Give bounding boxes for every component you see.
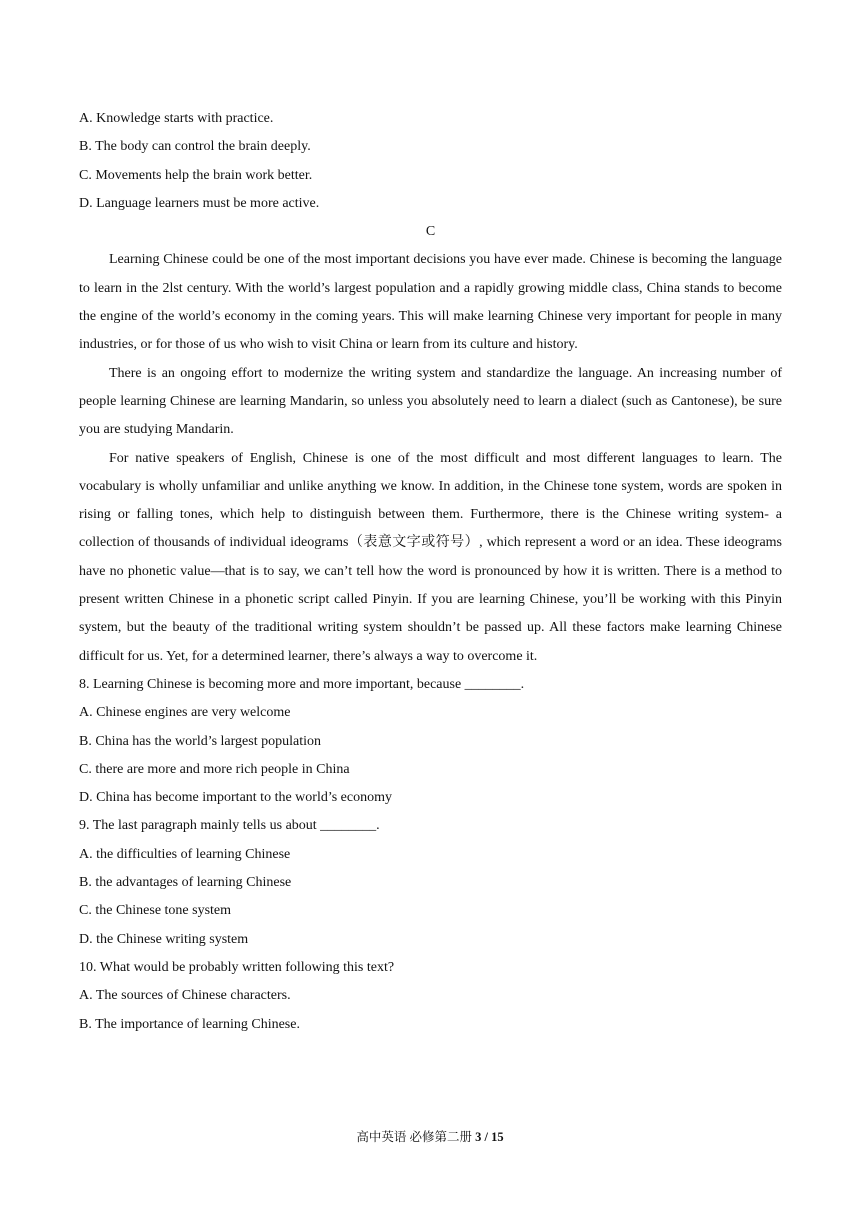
question-10-option-b: B. The importance of learning Chinese. (79, 1016, 300, 1032)
question-10-stem: 10. What would be probably written following this text? (79, 959, 395, 975)
footer-page-number: 3 / 15 (475, 1130, 504, 1144)
page-footer (0, 1127, 860, 1147)
footer-book-title: 高中英语 必修第二册 (356, 1130, 473, 1144)
question-9-option-d: D. the Chinese writing system (79, 931, 249, 947)
question-8-stem: 8. Learning Chinese is becoming more and more important, because ________. (79, 676, 525, 692)
prev-option-c: C. Movements help the brain work better. (79, 167, 313, 183)
question-9-option-c: C. the Chinese tone system (79, 903, 232, 919)
prev-option-b: B. The body can control the brain deeply. (79, 139, 311, 155)
question-8-option-d: D. China has become important to the world’s economy (79, 790, 392, 806)
document-page (79, 105, 782, 1039)
question-8-option-c: C. there are more and more rich people in China (79, 761, 350, 777)
passage-paragraph-1: Learning Chinese could be one of the most important decisions you have ever made. Chinese is becoming the language to learn in the 2lst century. With the world’s largest population and a rapidly growing middle class, China stands to become the engine of the world’s economy in the coming years. This will make learning Chinese very important for people in many industries, or for those of us who wish to visit China or learn from its culture and history. (79, 252, 782, 353)
question-8-option-b: B. China has the world’s largest population (79, 733, 321, 749)
passage-paragraph-3: For native speakers of English, Chinese is one of the most difficult and most different languages to learn. The vocabulary is wholly unfamiliar and unlike anything we know. In addition, in the Chinese tone system, words are spoken in rising or falling tones, which help to distinguish between them. Furthermore, there is the Chinese writing system- a collection of thousands of individual ideograms（表意文字或符号）, which represent a word or an idea. These ideograms have no phonetic value—that is to say, we can’t tell how the word is pronounced by how it is written. There is a method to present written Chinese in a phonetic script called Pinyin. If you are learning Chinese, you’ll be working with this Pinyin system, but the beauty of the traditional writing system shouldn’t be passed up. All these factors make learning Chinese difficult for us. Yet, for a determined learner, there’s always a way to overcome it. (79, 450, 782, 664)
prev-option-d: D. Language learners must be more active. (79, 195, 320, 211)
question-9-option-a: A. the difficulties of learning Chinese (79, 846, 291, 862)
question-8-option-a: A. Chinese engines are very welcome (79, 705, 291, 721)
passage-paragraph-2: There is an ongoing effort to modernize the writing system and standardize the language. An increasing number of people learning Chinese are learning Mandarin, so unless you absolutely need to learn a dialect (such as Cantonese), be sure you are studying Mandarin. (79, 365, 782, 438)
question-9-stem: 9. The last paragraph mainly tells us about ________. (79, 818, 380, 834)
prev-option-a: A. Knowledge starts with practice. (79, 111, 274, 126)
question-10-option-a: A. The sources of Chinese characters. (79, 988, 291, 1004)
section-label: C (425, 224, 436, 240)
question-9-option-b: B. the advantages of learning Chinese (79, 875, 292, 891)
